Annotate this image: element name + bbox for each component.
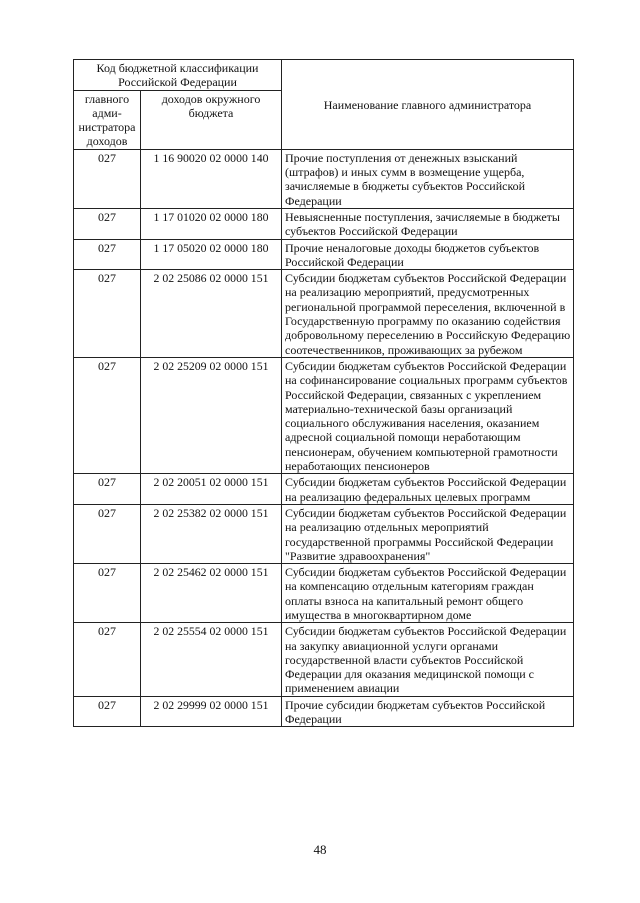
budget-code-cell: 2 02 25086 02 0000 151 bbox=[141, 270, 282, 358]
header-main-administrator: главного адми-нистратора доходов bbox=[74, 90, 141, 149]
admin-code-cell: 027 bbox=[74, 623, 141, 696]
budget-code-cell: 2 02 25554 02 0000 151 bbox=[141, 623, 282, 696]
income-name-cell: Субсидии бюджетам субъектов Российской Федерации на компенсацию отдельным категориям граждан оплаты взноса на капитальный ремонт общего имущества в многоквартирном доме bbox=[282, 564, 574, 623]
income-name-cell: Субсидии бюджетам субъектов Российской Федерации на реализацию отдельных мероприятий государственной программы Российской Федерации "Развитие здравоохранения" bbox=[282, 504, 574, 563]
budget-code-cell: 1 16 90020 02 0000 140 bbox=[141, 149, 282, 208]
table-row bbox=[74, 504, 574, 563]
admin-code-cell: 027 bbox=[74, 208, 141, 239]
table-row bbox=[74, 149, 574, 208]
income-name-cell: Прочие неналоговые доходы бюджетов субъектов Российской Федерации bbox=[282, 239, 574, 270]
income-name-cell: Прочие поступления от денежных взысканий (штрафов) и иных сумм в возмещение ущерба, зачисляемые в бюджеты субъектов Российской Федерации bbox=[282, 149, 574, 208]
income-name-cell: Субсидии бюджетам субъектов Российской Федерации на реализацию мероприятий, предусмотренных региональной программой переселения, включенной в Государственную программу по оказанию содействия добровольному переселению в Российскую Федерацию соотечественников, проживающих за рубежом bbox=[282, 270, 574, 358]
income-name-cell: Невыясненные поступления, зачисляемые в бюджеты субъектов Российской Федерации bbox=[282, 208, 574, 239]
table-header-row-group bbox=[74, 60, 574, 91]
budget-code-cell: 2 02 25209 02 0000 151 bbox=[141, 357, 282, 473]
admin-code-cell: 027 bbox=[74, 504, 141, 563]
header-budget-classification-code: Код бюджетной классификации Российской Федерации bbox=[74, 60, 282, 91]
table-row bbox=[74, 208, 574, 239]
income-name-cell: Субсидии бюджетам субъектов Российской Федерации на закупку авиационной услуги органами государственной власти субъектов Российской Федерации для оказания медицинской помощи с применением авиации bbox=[282, 623, 574, 696]
budget-code-cell: 2 02 20051 02 0000 151 bbox=[141, 474, 282, 505]
admin-code-cell: 027 bbox=[74, 474, 141, 505]
header-district-budget-income: доходов окружного бюджета bbox=[141, 90, 282, 149]
admin-code-cell: 027 bbox=[74, 149, 141, 208]
budget-code-cell: 2 02 25382 02 0000 151 bbox=[141, 504, 282, 563]
admin-code-cell: 027 bbox=[74, 696, 141, 727]
table-row bbox=[74, 474, 574, 505]
table-row bbox=[74, 623, 574, 696]
income-name-cell: Субсидии бюджетам субъектов Российской Федерации на софинансирование социальных программ субъектов Российской Федерации, связанных с укреплением материально-технической базы организаций социального обслуживания населения, оказанием адресной социальной помощи неработающим пенсионерам, обучением компьютерной грамотности неработающих пенсионеров bbox=[282, 357, 574, 473]
table-row bbox=[74, 696, 574, 727]
income-name-cell: Субсидии бюджетам субъектов Российской Федерации на реализацию федеральных целевых программ bbox=[282, 474, 574, 505]
budget-code-cell: 2 02 25462 02 0000 151 bbox=[141, 564, 282, 623]
admin-code-cell: 027 bbox=[74, 564, 141, 623]
budget-code-cell: 1 17 01020 02 0000 180 bbox=[141, 208, 282, 239]
table-row bbox=[74, 270, 574, 358]
table-row bbox=[74, 564, 574, 623]
table-row bbox=[74, 239, 574, 270]
page-number: 48 bbox=[313, 842, 327, 857]
admin-code-cell: 027 bbox=[74, 357, 141, 473]
budget-code-cell: 2 02 29999 02 0000 151 bbox=[141, 696, 282, 727]
budget-classification-table bbox=[73, 59, 574, 727]
budget-code-cell: 1 17 05020 02 0000 180 bbox=[141, 239, 282, 270]
admin-code-cell: 027 bbox=[74, 270, 141, 358]
table-row bbox=[74, 357, 574, 473]
income-name-cell: Прочие субсидии бюджетам субъектов Российской Федерации bbox=[282, 696, 574, 727]
header-administrator-name: Наименование главного администратора bbox=[282, 60, 574, 150]
admin-code-cell: 027 bbox=[74, 239, 141, 270]
